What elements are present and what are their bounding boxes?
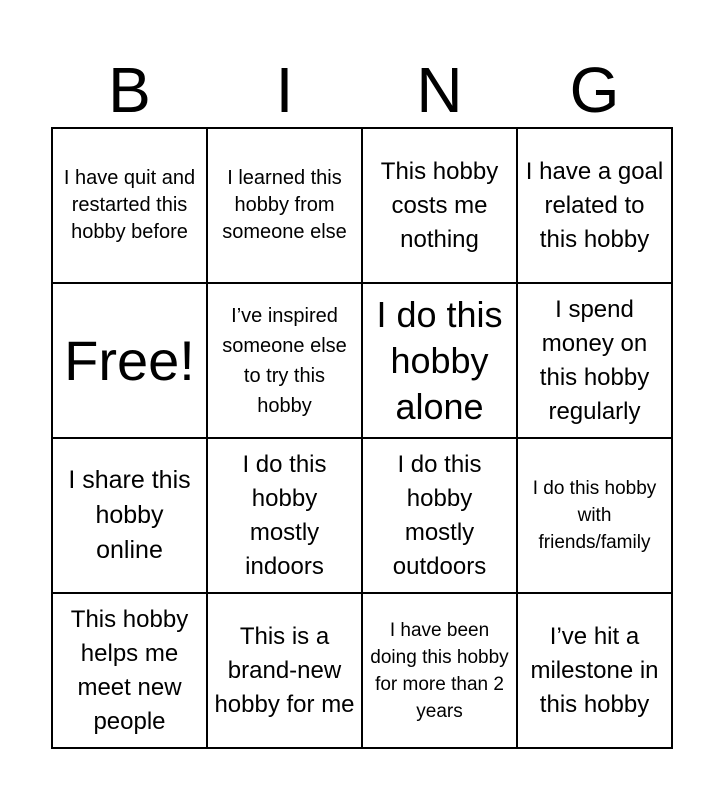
cell-text: This hobby helps me meet new people <box>70 605 189 735</box>
bingo-cell[interactable] <box>53 129 208 284</box>
bingo-header <box>52 52 672 128</box>
bingo-cell[interactable] <box>53 594 208 749</box>
bingo-cell[interactable] <box>208 439 363 594</box>
bingo-cell[interactable] <box>363 439 518 594</box>
cell-text: I’ve inspired someone else to try this hobby <box>222 304 347 417</box>
cell-text: I have been doing this hobby for more than 2 years <box>370 619 509 722</box>
bingo-cell[interactable] <box>208 594 363 749</box>
header-letter-n: N <box>416 54 463 126</box>
cell-text: I have quit and restarted this hobby before <box>63 167 196 243</box>
bingo-board <box>51 127 673 749</box>
bingo-cell[interactable] <box>518 284 673 439</box>
header-letter-b: B <box>108 54 151 126</box>
cell-text: I spend money on this hobby regularly <box>539 295 650 425</box>
header-letter-g: G <box>569 54 620 126</box>
bingo-cell[interactable] <box>208 129 363 284</box>
cell-text: I have a goal related to this hobby <box>525 157 664 253</box>
cell-text: This is a brand-new hobby for me <box>214 622 355 718</box>
cell-text: I share this hobby online <box>68 466 191 564</box>
cell-text: I learned this hobby from someone else <box>222 167 347 243</box>
cell-text: This hobby costs me nothing <box>380 157 499 253</box>
bingo-cell[interactable] <box>363 594 518 749</box>
bingo-cell[interactable] <box>208 284 363 439</box>
bingo-cell[interactable] <box>363 129 518 284</box>
cell-text: I do this hobby mostly outdoors <box>392 450 487 580</box>
cell-text: I do this hobby with friends/family <box>532 478 657 553</box>
cell-text: I do this hobby mostly indoors <box>242 450 327 580</box>
cell-text: I’ve hit a milestone in this hobby <box>530 622 659 718</box>
bingo-cell[interactable] <box>518 439 673 594</box>
free-space-cell[interactable] <box>53 284 208 439</box>
header-letter-i: I <box>275 54 294 126</box>
bingo-cell[interactable] <box>518 129 673 284</box>
bingo-cell[interactable] <box>518 594 673 749</box>
cell-text: I do this hobby alone <box>376 293 503 427</box>
bingo-cell[interactable] <box>53 439 208 594</box>
free-space-text: Free! <box>64 328 195 392</box>
bingo-cell[interactable] <box>363 284 518 439</box>
